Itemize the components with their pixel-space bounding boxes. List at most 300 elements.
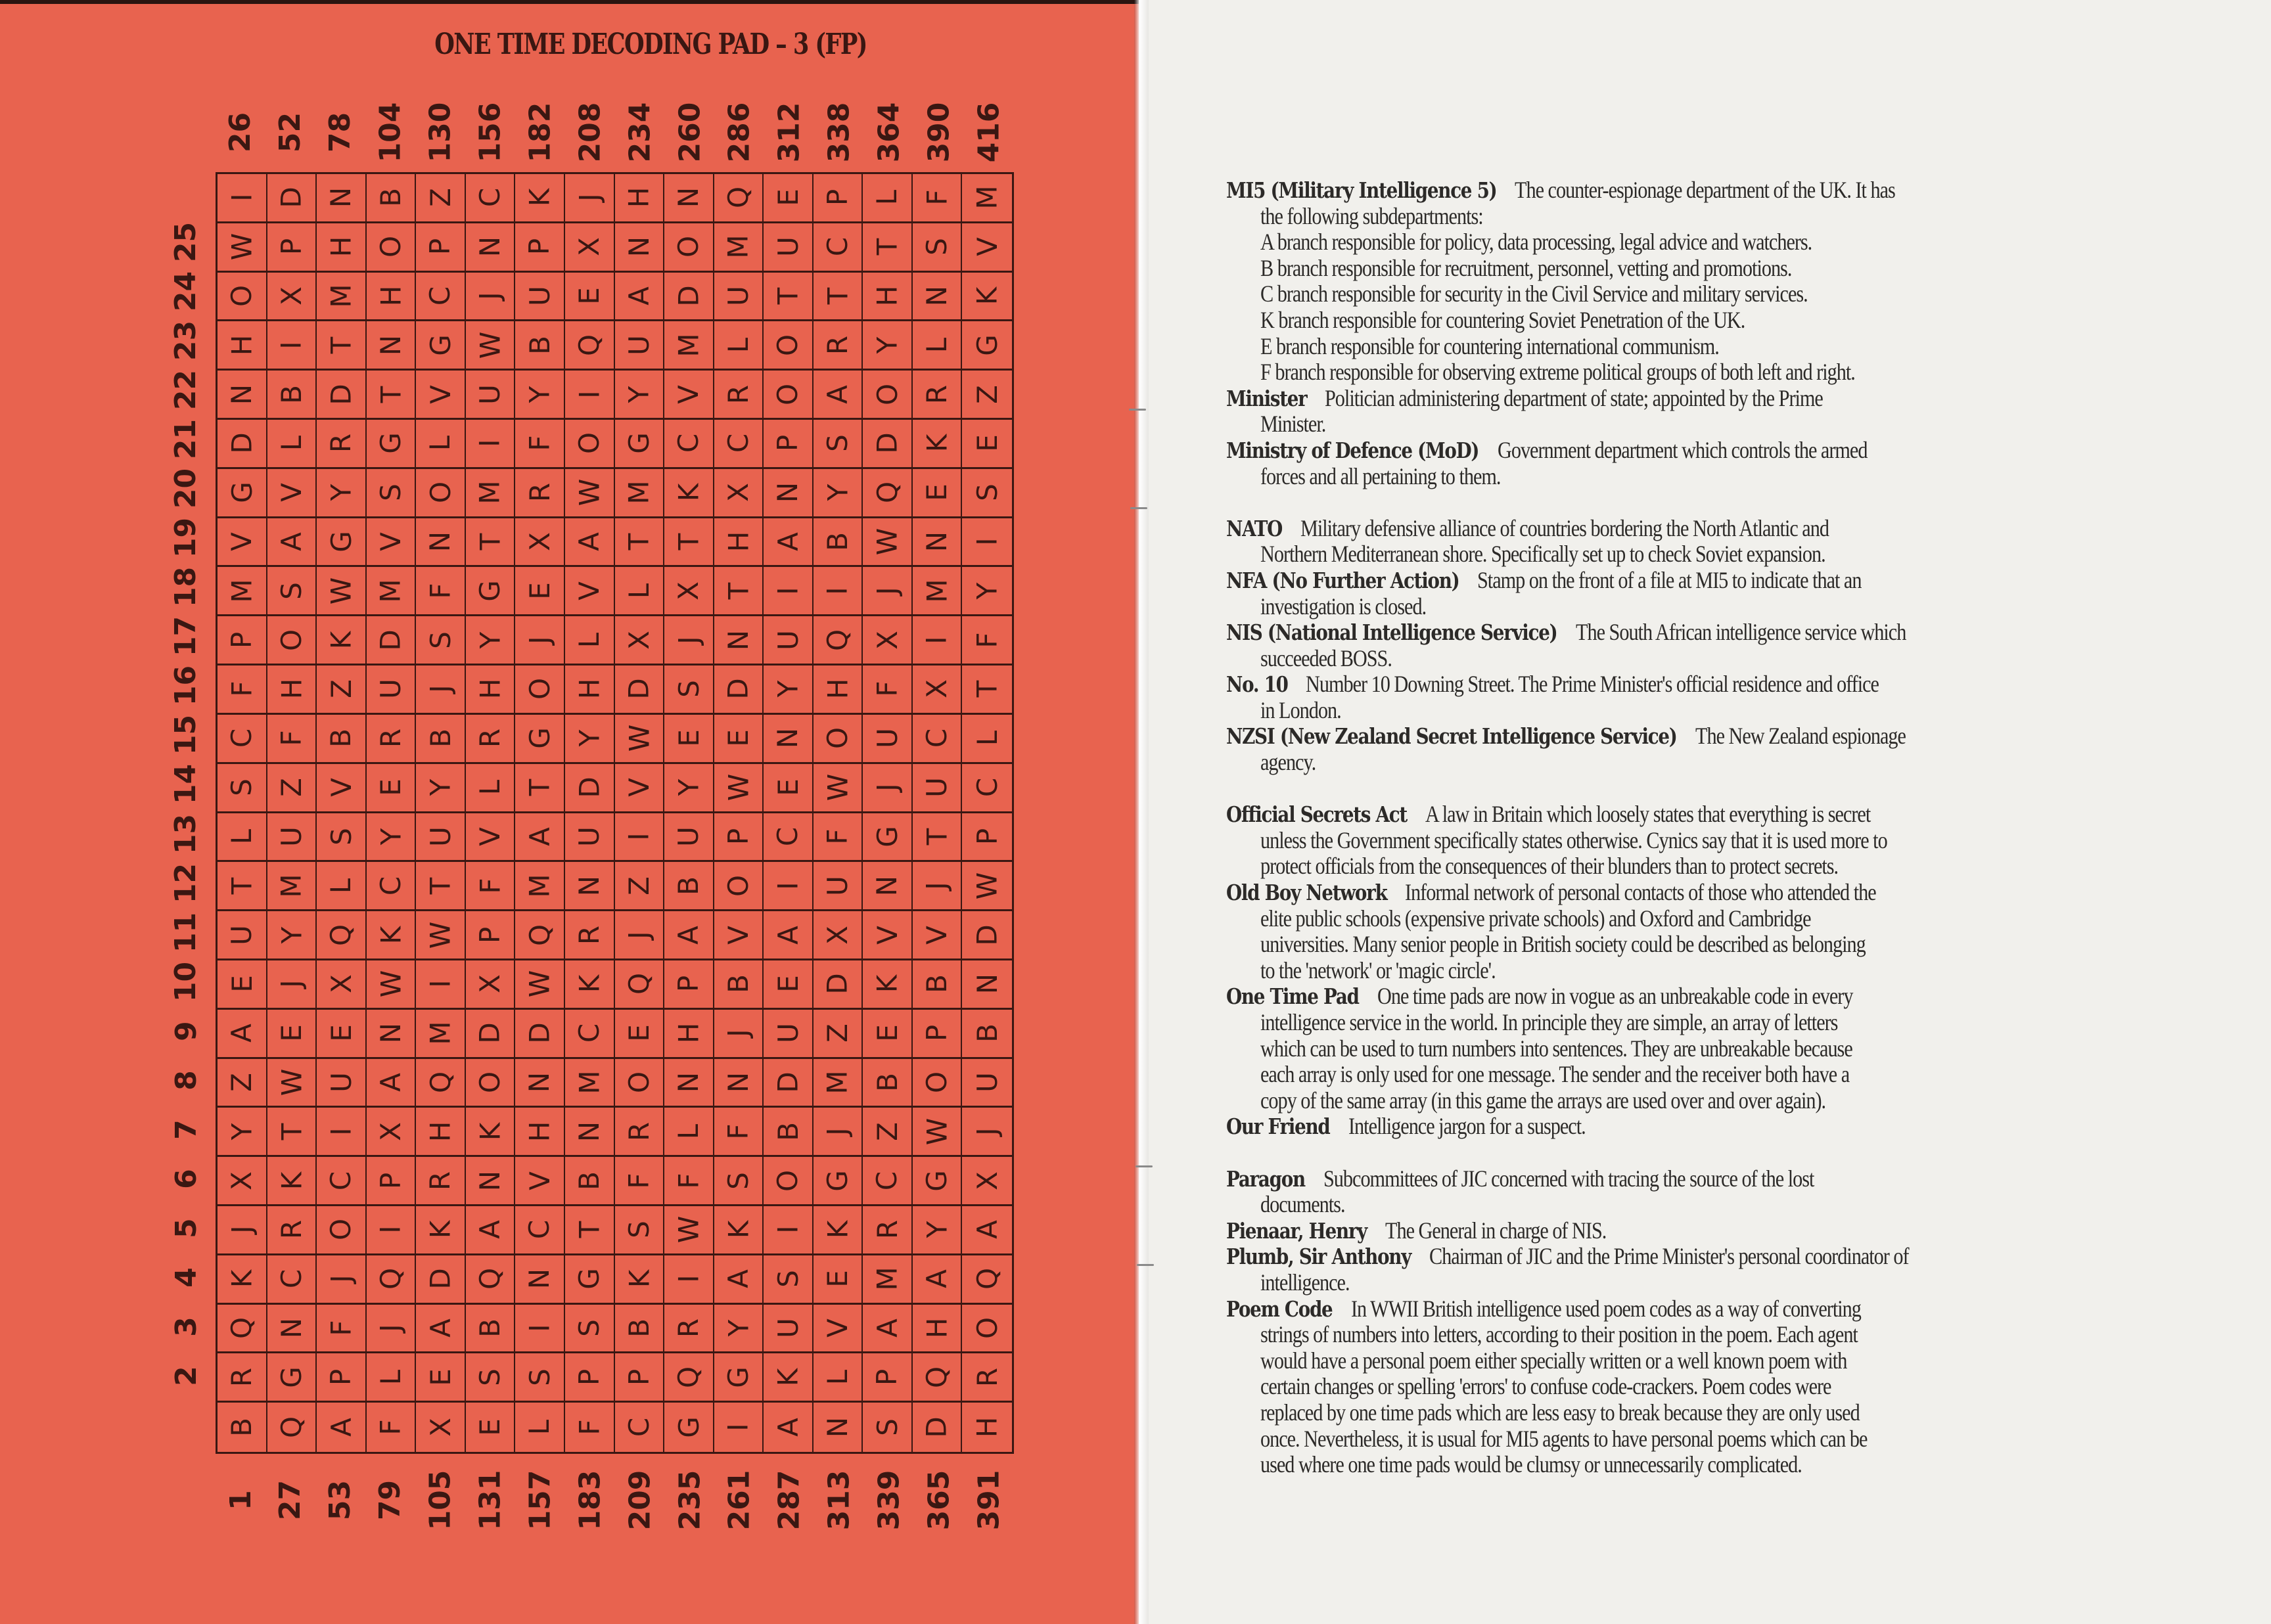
grid-cell: [317, 1108, 367, 1157]
grid-letter: N: [523, 1071, 556, 1093]
glossary-definition: Northern Mediterranean shore. Specifically set up to check Soviet expansion.: [1260, 541, 1825, 568]
grid-cell: [714, 273, 764, 322]
grid-letter: C: [821, 237, 854, 257]
grid-letter: R: [722, 384, 754, 404]
grid-letter: K: [573, 975, 606, 993]
glossary-term: Plumb, Sir Anthony: [1226, 1244, 1411, 1270]
grid-cell: [764, 273, 814, 322]
grid-cell: [913, 1353, 963, 1403]
glossary-definition: agency.: [1260, 749, 1316, 776]
top-label: [764, 96, 814, 168]
grid-cell: [714, 715, 764, 764]
grid-cell: [515, 518, 565, 568]
grid-cell: [863, 1059, 913, 1108]
grid-letter: V: [672, 384, 705, 404]
bottom-label-text: 365: [922, 1470, 956, 1530]
grid-letter: M: [821, 1070, 854, 1094]
grid-letter: G: [921, 1169, 953, 1192]
grid-cell: [466, 911, 516, 960]
grid-letter: H: [523, 1121, 556, 1142]
grid-cell: [814, 273, 863, 322]
side-label: [156, 759, 216, 809]
glossary-term: MI5 (Military Intelligence 5): [1226, 177, 1497, 203]
grid-cell: [565, 1010, 615, 1059]
grid-letter: I: [771, 882, 804, 890]
top-label: [265, 96, 315, 168]
grid-cell: [714, 469, 764, 518]
grid-letter: B: [225, 1418, 258, 1437]
grid-cell: [267, 1059, 317, 1108]
grid-cell: [267, 371, 317, 420]
grid-cell: [913, 1403, 963, 1452]
grid-cell: [615, 616, 665, 665]
grid-cell: [764, 960, 814, 1010]
grid-letter: R: [275, 1220, 308, 1240]
grid-letter: V: [573, 581, 606, 600]
grid-cell: [615, 321, 665, 371]
grid-cell: [764, 1157, 814, 1206]
grid-letter: L: [424, 436, 457, 451]
page-title: ONE TIME DECODING PAD – 3 (FP): [434, 28, 867, 61]
bottom-label-text: 131: [473, 1470, 507, 1530]
grid-cell: [814, 321, 863, 371]
top-label: [664, 96, 714, 168]
glossary-term: Old Boy Network: [1226, 880, 1387, 906]
grid-letter: U: [672, 826, 705, 847]
grid-letter: L: [921, 337, 953, 353]
bottom-label-text: 313: [822, 1470, 856, 1530]
grid-cell: [267, 469, 317, 518]
bottom-label-text: 391: [972, 1470, 1006, 1530]
grid-cell: [317, 911, 367, 960]
grid-letter: H: [275, 679, 308, 700]
grid-cell: [218, 1206, 267, 1255]
grid-letter: W: [722, 773, 754, 801]
grid-cell: [714, 1403, 764, 1452]
grid-letter: D: [771, 1071, 804, 1093]
grid-cell: [863, 518, 913, 568]
grid-letter: A: [821, 384, 854, 404]
glossary-entry: [1226, 723, 2251, 775]
top-label: [315, 96, 365, 168]
glossary-term: Official Secrets Act: [1226, 801, 1407, 828]
glossary-definition: forces and all pertaining to them.: [1260, 462, 1501, 489]
grid-letter: K: [474, 1122, 507, 1141]
grid-letter: Q: [722, 187, 754, 209]
grid-cell: [367, 1305, 417, 1354]
top-label-text: 338: [822, 102, 856, 162]
grid-letter: F: [374, 1419, 407, 1435]
top-label-text: 78: [323, 112, 357, 152]
grid-letter: N: [722, 1071, 754, 1093]
grid-cell: [962, 960, 1012, 1010]
top-label: [914, 96, 964, 168]
grid-cell: [714, 1010, 764, 1059]
grid-cell: [466, 960, 516, 1010]
grid-letter: J: [424, 685, 457, 694]
grid-letter: O: [325, 1219, 357, 1241]
grid-letter: S: [474, 1368, 507, 1386]
grid-letter: M: [622, 480, 655, 505]
grid-cell: [367, 862, 417, 911]
grid-cell: [664, 174, 714, 223]
grid-cell: [267, 1353, 317, 1403]
grid-cell: [416, 1157, 466, 1206]
grid-letter: Z: [622, 876, 655, 895]
side-label-text: 25: [169, 221, 203, 263]
grid-cell: [466, 1157, 516, 1206]
grid-letter: E: [921, 484, 953, 502]
glossary-entry: [1226, 1114, 2251, 1140]
grid-cell: [317, 371, 367, 420]
grid-letter: J: [722, 1029, 754, 1037]
grid-letter: N: [573, 875, 606, 896]
bottom-label: [764, 1464, 814, 1536]
grid-letter: Q: [821, 629, 854, 651]
grid-cell: [863, 616, 913, 665]
glossary-definition: the following subdepartments:: [1260, 202, 1483, 229]
side-label: [156, 513, 216, 562]
grid-cell: [714, 764, 764, 813]
grid-cell: [267, 715, 317, 764]
grid-letter: V: [225, 532, 258, 551]
grid-cell: [962, 1157, 1012, 1206]
entry-first-line: [1226, 1244, 2251, 1270]
grid-letter: E: [771, 189, 804, 207]
grid-letter: J: [672, 635, 705, 644]
grid-cell: [267, 174, 317, 223]
grid-cell: [218, 420, 267, 469]
grid-letter: N: [573, 1121, 606, 1142]
grid-cell: [267, 813, 317, 863]
entry-continuation-line: [1226, 646, 2251, 672]
grid-cell: [565, 518, 615, 568]
grid-cell: [317, 567, 367, 616]
grid-cell: [664, 616, 714, 665]
side-label-text: 23: [169, 320, 203, 361]
entry-continuation-line: [1226, 1192, 2251, 1218]
grid-letter: P: [971, 828, 1003, 846]
side-label: [156, 415, 216, 464]
grid-letter: W: [325, 577, 357, 605]
entry-first-line: [1226, 438, 2251, 464]
grid-letter: X: [622, 630, 655, 650]
grid-letter: D: [523, 1022, 556, 1044]
grid-letter: X: [573, 237, 606, 257]
grid-letter: B: [523, 335, 556, 355]
grid-cell: [962, 616, 1012, 665]
grid-letter: Z: [971, 384, 1003, 404]
grid-letter: U: [871, 728, 904, 749]
grid-letter: Q: [971, 1268, 1003, 1290]
grid-letter: R: [971, 1367, 1003, 1387]
grid-letter: L: [722, 337, 754, 353]
grid-letter: T: [821, 287, 854, 305]
glossary-definition: Subcommittees of JIC concerned with tracing the source of the lost: [1323, 1165, 1814, 1192]
grid-letter: C: [971, 777, 1003, 798]
glossary-definition: unless the Government specifically states otherwise. Cynics say that it is used more to: [1260, 826, 1887, 853]
grid-letter: K: [325, 631, 357, 649]
glossary-definition: elite public schools (expensive private schools) and Oxford and Cambridge: [1260, 905, 1811, 932]
grid-letter: B: [821, 532, 854, 551]
grid-letter: L: [573, 632, 606, 648]
grid-letter: A: [622, 286, 655, 305]
grid-cell: [863, 665, 913, 715]
grid-letter: C: [523, 1220, 556, 1240]
grid-letter: T: [871, 238, 904, 256]
grid-cell: [615, 273, 665, 322]
grid-letter: K: [921, 434, 953, 453]
grid-cell: [218, 1403, 267, 1452]
bottom-label-text: 287: [772, 1470, 806, 1530]
grid-letter: S: [971, 484, 1003, 502]
grid-cell: [714, 960, 764, 1010]
grid-letter: I: [672, 1274, 705, 1283]
glossary-definition: B branch responsible for recruitment, personnel, vetting and promotions.: [1260, 254, 1792, 281]
entry-continuation-line: [1226, 750, 2251, 776]
grid-letter: U: [275, 826, 308, 847]
grid-cell: [317, 1305, 367, 1354]
grid-cell: [416, 715, 466, 764]
grid-cell: [416, 518, 466, 568]
grid-cell: [863, 371, 913, 420]
bottom-label-text: 53: [323, 1479, 357, 1520]
grid-letter: N: [374, 334, 407, 356]
staple: [1136, 1165, 1153, 1167]
grid-cell: [863, 813, 913, 863]
grid-cell: [218, 567, 267, 616]
side-label-text: 3: [169, 1317, 203, 1337]
grid-letter: W: [921, 1117, 953, 1145]
grid-cell: [466, 1206, 516, 1255]
grid-letter: O: [921, 1071, 953, 1093]
grid-cell: [814, 1059, 863, 1108]
grid-letter: U: [771, 1023, 804, 1043]
grid-letter: Q: [225, 1317, 258, 1339]
grid-letter: M: [424, 1021, 457, 1045]
grid-cell: [863, 1305, 913, 1354]
grid-letter: K: [225, 1269, 258, 1288]
grid-letter: G: [821, 1169, 854, 1192]
grid-letter: Y: [424, 778, 457, 796]
grid-letter: B: [921, 974, 953, 994]
entry-first-line: [1226, 880, 2251, 906]
grid-letter: F: [871, 681, 904, 698]
bottom-label-text: 1: [223, 1489, 258, 1510]
glossary-definition: universities. Many senior people in British society could be described as belonging: [1260, 931, 1866, 958]
grid-letter: H: [474, 679, 507, 700]
grid-cell: [218, 223, 267, 273]
entry-first-line: [1226, 671, 2251, 698]
grid-cell: [367, 715, 417, 764]
grid-cell: [863, 1403, 913, 1452]
grid-letter: S: [325, 828, 357, 846]
grid-cell: [962, 1010, 1012, 1059]
top-label: [365, 96, 415, 168]
grid-cell: [267, 1108, 317, 1157]
grid-letter: I: [771, 1225, 804, 1234]
grid-letter: X: [971, 1171, 1003, 1190]
grid-letter: M: [275, 874, 308, 898]
grid-letter: L: [821, 1369, 854, 1385]
grid-letter: Q: [573, 334, 606, 356]
grid-cell: [615, 371, 665, 420]
grid-cell: [416, 764, 466, 813]
grid-letter: L: [325, 878, 357, 893]
grid-letter: P: [672, 976, 705, 993]
grid-cell: [515, 1206, 565, 1255]
grid-cell: [416, 1010, 466, 1059]
side-label-text: 14: [169, 764, 203, 805]
grid-letter: P: [622, 1368, 655, 1386]
grid-letter: O: [722, 874, 754, 897]
grid-letter: K: [275, 1171, 308, 1190]
grid-cell: [664, 1403, 714, 1452]
grid-cell: [367, 518, 417, 568]
grid-cell: [615, 223, 665, 273]
grid-letter: F: [225, 681, 258, 698]
glossary-definition: The General in charge of NIS.: [1385, 1217, 1607, 1244]
grid-cell: [714, 813, 764, 863]
grid-cell: [565, 1305, 615, 1354]
entry-first-line: [1226, 1296, 2251, 1322]
grid-cell: [814, 1305, 863, 1354]
top-label-text: 286: [722, 102, 756, 162]
grid-letter: W: [225, 233, 258, 261]
grid-cell: [863, 1010, 913, 1059]
grid-cell: [615, 911, 665, 960]
grid-cell: [764, 1305, 814, 1354]
grid-cell: [267, 960, 317, 1010]
grid-letter: Y: [722, 1319, 754, 1337]
grid-letter: D: [225, 432, 258, 455]
grid-cell: [565, 371, 615, 420]
top-label-text: 234: [623, 102, 657, 162]
grid-cell: [664, 1010, 714, 1059]
grid-letter: C: [275, 1269, 308, 1289]
grid-letter: C: [622, 1417, 655, 1437]
grid-letter: X: [672, 581, 705, 600]
grid-cell: [664, 813, 714, 863]
grid-letter: G: [474, 580, 507, 602]
top-label: [864, 96, 914, 168]
grid-letter: P: [871, 1368, 904, 1386]
grid-letter: I: [474, 439, 507, 448]
grid-cell: [267, 862, 317, 911]
glossary-definition: Minister.: [1260, 411, 1326, 438]
grid-letter: N: [672, 1071, 705, 1093]
grid-letter: A: [225, 1024, 258, 1043]
grid-cell: [863, 960, 913, 1010]
entry-continuation-line: [1226, 1088, 2251, 1114]
grid-letter: X: [325, 974, 357, 994]
top-label: [565, 96, 615, 168]
grid-cell: [714, 665, 764, 715]
bottom-label-text: 261: [722, 1470, 756, 1530]
grid-letter: T: [672, 533, 705, 551]
grid-cell: [367, 321, 417, 371]
grid-cell: [863, 715, 913, 764]
section-gap: [1226, 1140, 2251, 1166]
grid-letter: Y: [474, 631, 507, 648]
grid-cell: [863, 273, 913, 322]
glossary-definition: Stamp on the front of a file at MI5 to indicate that an: [1477, 566, 1862, 593]
glossary-definition: Intelligence jargon for a suspect.: [1348, 1113, 1586, 1140]
grid-letter: Y: [622, 386, 655, 403]
grid-cell: [814, 518, 863, 568]
grid-letter: Q: [523, 924, 556, 946]
grid-letter: F: [474, 878, 507, 894]
grid-letter: P: [474, 926, 507, 943]
grid-cell: [615, 1010, 665, 1059]
grid-cell: [218, 764, 267, 813]
grid-cell: [664, 764, 714, 813]
grid-letter: O: [871, 383, 904, 405]
glossary-entry: [1226, 880, 2251, 983]
grid-letter: C: [325, 1171, 357, 1190]
grid-letter: O: [474, 1071, 507, 1093]
grid-cell: [962, 813, 1012, 863]
side-label: [156, 1154, 216, 1204]
glossary-definition: E branch responsible for countering international communism.: [1260, 332, 1719, 359]
glossary-entry: [1226, 386, 2251, 438]
grid-letter: X: [722, 483, 754, 503]
grid-cell: [962, 715, 1012, 764]
grid-letter: P: [771, 435, 804, 452]
grid-cell: [814, 665, 863, 715]
glossary-definition: replaced by one time pads which are less easy to break because they are only used: [1260, 1399, 1860, 1426]
grid-letter: I: [821, 587, 854, 595]
grid-letter: N: [971, 974, 1003, 995]
grid-letter: J: [871, 783, 904, 792]
glossary-definition: C branch responsible for security in the Civil Service and military services.: [1260, 281, 1808, 307]
grid-letter: N: [325, 187, 357, 208]
grid-cell: [615, 764, 665, 813]
grid-letter: Y: [325, 484, 357, 501]
grid-cell: [267, 1403, 317, 1452]
grid-cell: [814, 813, 863, 863]
grid-letter: E: [523, 582, 556, 600]
grid-letter: H: [622, 187, 655, 208]
grid-cell: [764, 518, 814, 568]
grid-cell: [913, 665, 963, 715]
side-label-text: 11: [169, 912, 203, 953]
grid-cell: [317, 1403, 367, 1452]
grid-cell: [714, 1353, 764, 1403]
grid-letter: U: [771, 1318, 804, 1338]
grid-cell: [764, 715, 814, 764]
entry-continuation-line: [1226, 229, 2251, 256]
grid-letter: E: [474, 1418, 507, 1436]
bottom-label: [515, 1464, 565, 1536]
grid-cell: [814, 911, 863, 960]
grid-letter: N: [672, 187, 705, 208]
grid-cell: [416, 321, 466, 371]
grid-letter: T: [722, 582, 754, 600]
glossary-definition: intelligence service in the world. In principle they are simple, an array of letters: [1260, 1009, 1838, 1035]
grid-cell: [416, 1206, 466, 1255]
grid-letter: X: [474, 974, 507, 994]
grid-cell: [962, 1206, 1012, 1255]
grid-letter: L: [275, 436, 308, 451]
grid-letter: B: [474, 1319, 507, 1338]
side-label-text: 8: [169, 1070, 203, 1091]
grid-cell: [764, 1059, 814, 1108]
glossary-definition: would have a personal poem either specially written or a well known poem with: [1260, 1347, 1847, 1374]
side-label-text: 18: [169, 567, 203, 608]
grid-cell: [367, 223, 417, 273]
grid-cell: [714, 518, 764, 568]
